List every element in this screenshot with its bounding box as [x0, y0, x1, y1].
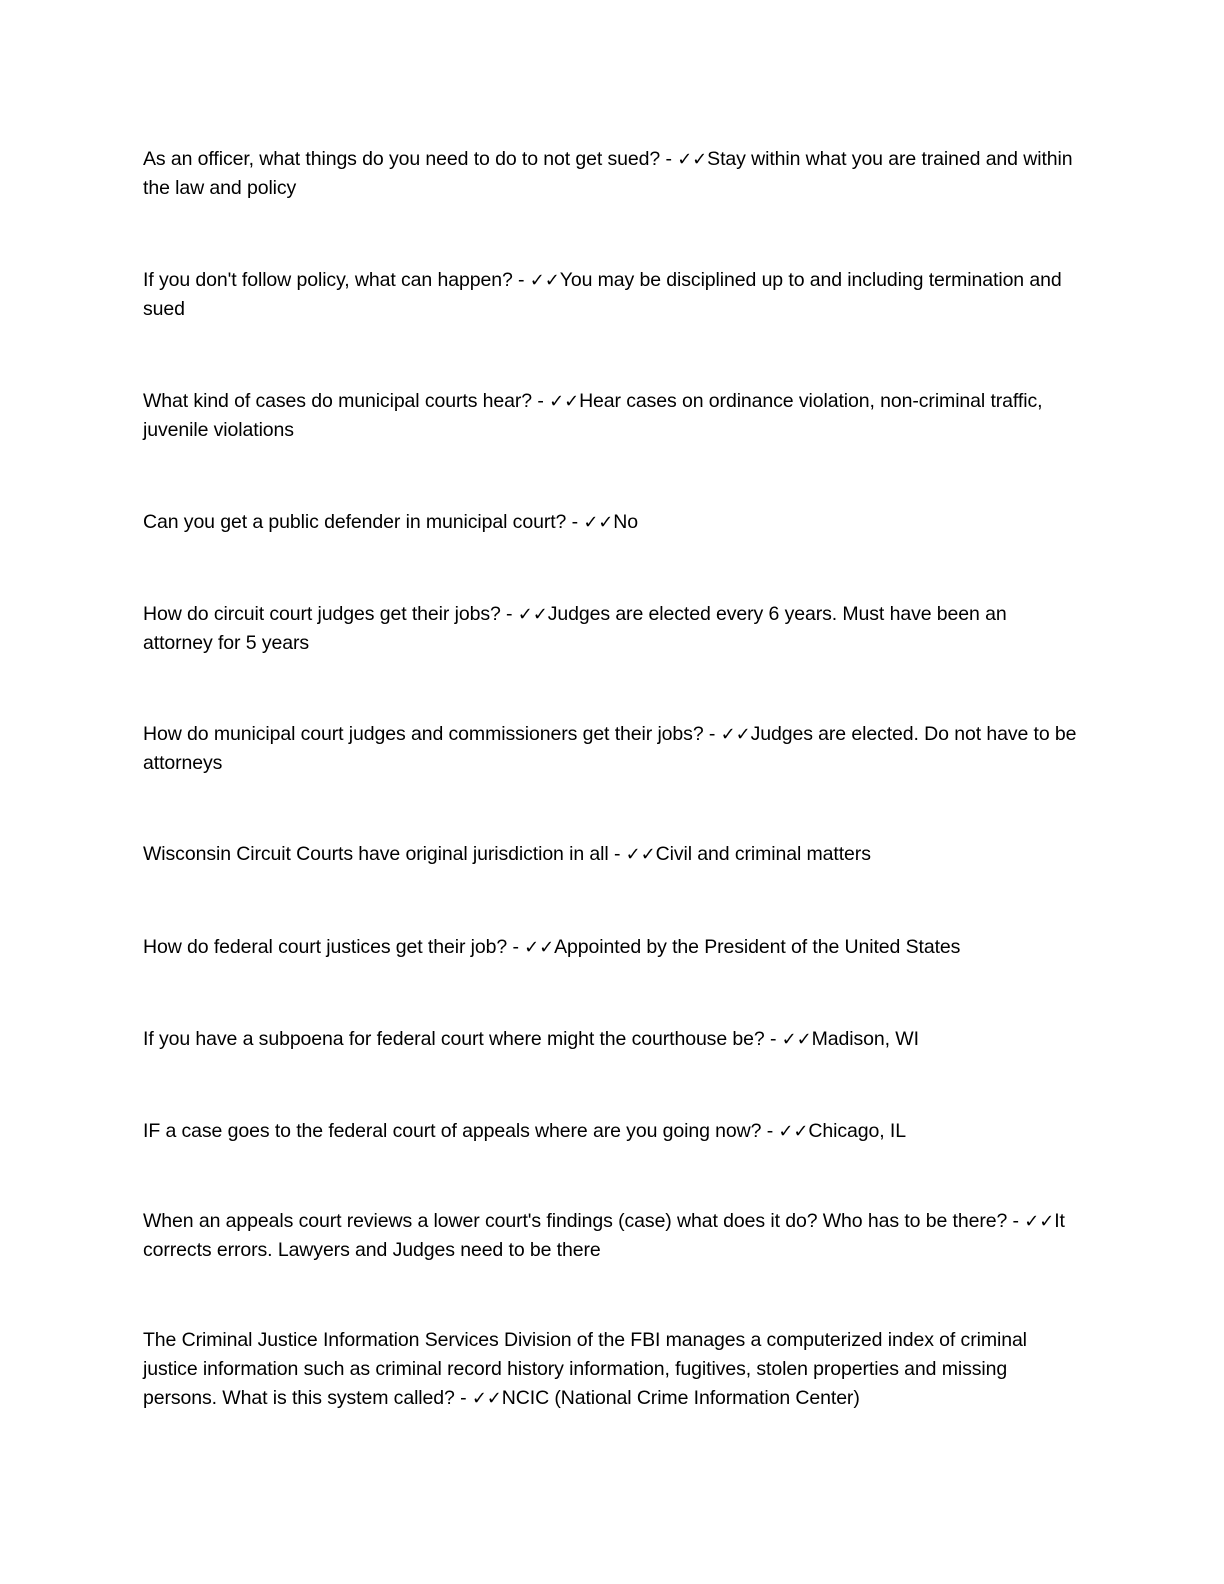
answer-text: No	[613, 511, 639, 533]
answer-text: Stay within what you are trained and within the law and policy	[143, 148, 1073, 199]
answer-text: It corrects errors. Lawyers and Judges need to be there	[143, 1210, 1065, 1261]
answer-text: Judges are elected every 6 years. Must have been an attorney for 5 years	[143, 603, 1007, 654]
question-text: How do municipal court judges and commissioners get their jobs?	[143, 723, 704, 745]
double-check-icon: ✓✓	[529, 270, 560, 291]
separator: -	[1007, 1210, 1025, 1232]
answer-text: Judges are elected. Do not have to be attorneys	[143, 723, 1077, 774]
double-check-icon: ✓✓	[1024, 1211, 1055, 1232]
qa-item	[143, 933, 1078, 962]
separator: -	[507, 936, 525, 958]
answer-text: Chicago, IL	[808, 1120, 906, 1142]
answer-text: Madison, WI	[811, 1028, 919, 1050]
qa-item	[143, 508, 1078, 537]
qa-item	[143, 720, 1078, 778]
separator: -	[454, 1387, 472, 1409]
double-check-icon: ✓✓	[517, 604, 548, 625]
answer-text: Appointed by the President of the United States	[554, 936, 961, 958]
question-text: When an appeals court reviews a lower court's findings (case) what does it do? Who has to be there?	[143, 1210, 1008, 1232]
separator: -	[500, 603, 518, 625]
separator: -	[512, 269, 530, 291]
question-text: How do circuit court judges get their jobs?	[143, 603, 501, 625]
qa-item	[143, 387, 1078, 445]
separator: -	[764, 1028, 782, 1050]
double-check-icon: ✓✓	[524, 937, 555, 958]
question-text: IF a case goes to the federal court of appeals where are you going now?	[143, 1120, 762, 1142]
question-text: The Criminal Justice Information Services Division of the FBI manages a computerized index of criminal justice information such as criminal record history information, fugitives, stolen properties and missing persons. What is this system called?	[143, 1329, 1027, 1409]
separator: -	[608, 843, 626, 865]
double-check-icon: ✓✓	[471, 1388, 502, 1409]
qa-item	[143, 145, 1078, 203]
answer-text: Civil and criminal matters	[655, 843, 871, 865]
double-check-icon: ✓✓	[677, 149, 708, 170]
separator: -	[703, 723, 721, 745]
question-text: If you don't follow policy, what can happen?	[143, 269, 513, 291]
double-check-icon: ✓✓	[781, 1029, 812, 1050]
answer-text: NCIC (National Crime Information Center)	[501, 1387, 860, 1409]
double-check-icon: ✓✓	[720, 724, 751, 745]
answer-text: Hear cases on ordinance violation, non-criminal traffic, juvenile violations	[143, 390, 1043, 441]
qa-item	[143, 1025, 1078, 1054]
qa-item	[143, 600, 1078, 658]
question-text: If you have a subpoena for federal court where might the courthouse be?	[143, 1028, 765, 1050]
separator: -	[532, 390, 550, 412]
qa-item	[143, 840, 1078, 869]
double-check-icon: ✓✓	[583, 512, 614, 533]
separator: -	[660, 148, 678, 170]
question-text: What kind of cases do municipal courts hear?	[143, 390, 533, 412]
separator: -	[761, 1120, 779, 1142]
separator: -	[566, 511, 584, 533]
question-text: Wisconsin Circuit Courts have original jurisdiction in all	[143, 843, 609, 865]
question-text: How do federal court justices get their job?	[143, 936, 508, 958]
qa-item	[143, 1326, 1078, 1413]
qa-item	[143, 266, 1078, 324]
qa-item	[143, 1207, 1078, 1265]
question-text: As an officer, what things do you need to do to not get sued?	[143, 148, 661, 170]
answer-text: You may be disciplined up to and including termination and sued	[143, 269, 1062, 320]
double-check-icon: ✓✓	[625, 844, 656, 865]
question-text: Can you get a public defender in municipal court?	[143, 511, 567, 533]
qa-item	[143, 1117, 1078, 1146]
double-check-icon: ✓✓	[549, 391, 580, 412]
double-check-icon: ✓✓	[778, 1121, 809, 1142]
